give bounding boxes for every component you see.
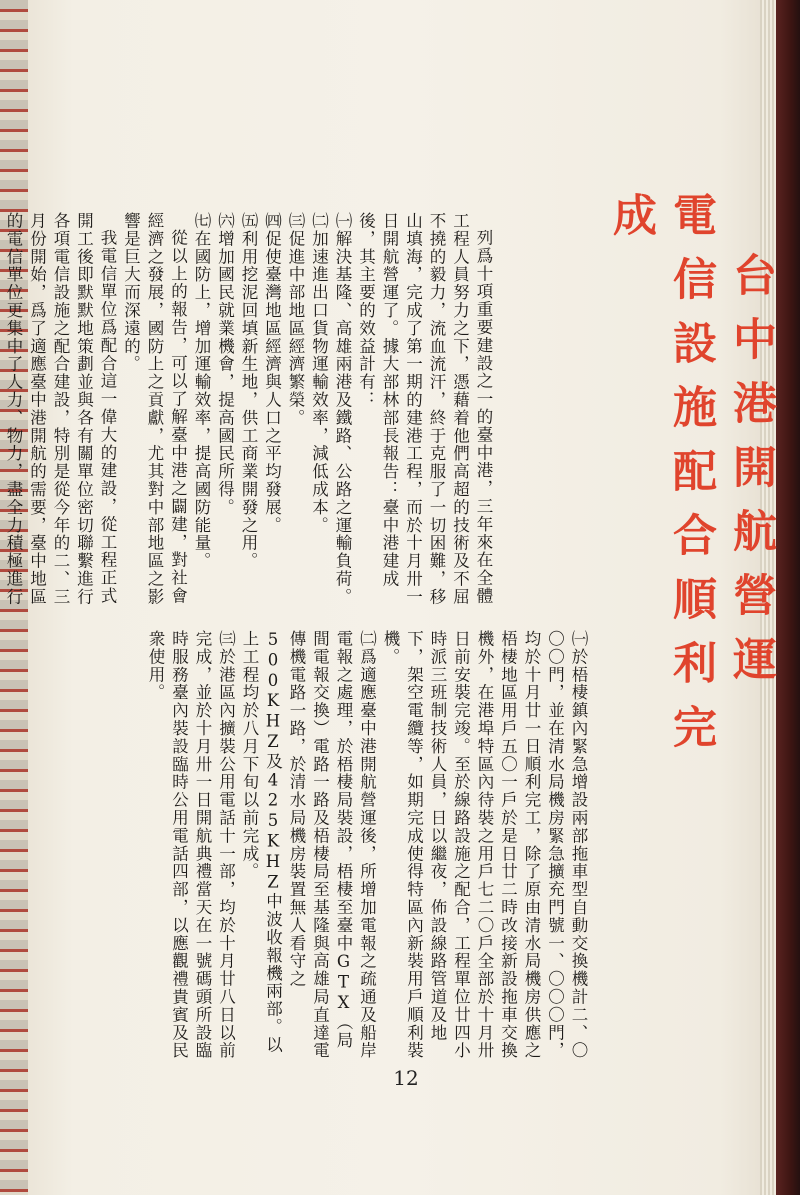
lower-text-block: [100, 630, 590, 1062]
intro-paragraph: 列爲十項重要建設之一的臺中港，三年來在全體工程人員努力之下，憑藉着他們高超的技術及不屈不撓的毅力，流血流汗，終于克服了一切困難，移山填海，完成了第一期的建港工程，而於十月卅一日開航營運了。據大部林部長報告：臺中港建成後，其主要的效益計有：: [356, 212, 493, 606]
article-title: [600, 192, 780, 812]
work-item: ㈢於港區內擴裝公用電話十一部，均於十月廿八日以前完成，並於十月卅一日開航典禮當天在一號碼頭所設臨時服務臺內裝設臨時公用電話四部，以應觀禮貴賓及民衆使用。: [146, 630, 236, 1060]
benefit-item: ㈣促使臺灣地區經濟與人口之平均發展。: [262, 212, 282, 535]
benefit-item: ㈥增加國民就業機會，提高國民所得。: [215, 212, 235, 517]
upper-text-block: [4, 212, 495, 614]
telecom-paragraph: 我電信單位爲配合這一偉大的建設，從工程正式開工後即默默地策劃並與各有關單位密切聯繫進行各項電信設施之配合建設，特別是從今年的二、三月份開始，爲了適應臺中港開航的需要，臺中地區的電信單位更集中了人力、物力，盡全力積極進行: [4, 212, 117, 606]
title-line-2: 電信設施配合順利完成: [605, 192, 716, 768]
title-line-1: 台中港開航營運: [725, 252, 776, 700]
benefit-item: ㈡加速進出口貨物運輸效率，減低成本。: [309, 212, 329, 535]
benefit-item: ㈦在國防上，增加運輸效率，提高國防能量。: [192, 212, 211, 570]
work-item: ㈡爲適應臺中港開航營運後，所增加電報之疏通及船岸電報之處理，於梧棲局裝設，梧棲至臺中GTX（局間電報交換）電路一路及梧棲局至基隆與高雄局直達電傳機電路一路，於清水局機房裝置無人看守之500KHZ及425KHZ中波收報機兩部。以上工程均於八月下旬以前完成。: [240, 630, 377, 1060]
work-item: ㈠於梧棲鎮內緊急增設兩部拖車型自動交換機計二、〇〇〇門，並在清水局機房緊急擴充門號一、〇〇〇門，均於十月廿一日順利完工，除了原由清水局機房供應之梧棲地區用戶五〇一戶於是日廿二時改接新設拖車交換機外，在港埠特區內待裝之用戶七二〇戶全部於十月卅日前安裝完竣。至於線路設施之配合，工程單位廿四小時派三班制技術人員，日以繼夜，佈設線路管道及地下，架空電纜等，如期完成使得特區內新裝用戶順利裝機。: [381, 630, 588, 1060]
benefit-item: ㈢促進中部地區經濟繁榮。: [286, 212, 305, 427]
benefit-item: ㈤利用挖泥回填新生地，供工商業開發之用。: [239, 212, 258, 570]
benefit-item: ㈠解決基隆、高雄兩港及鐵路、公路之運輸負荷。: [333, 212, 352, 606]
page-number: 12: [393, 1066, 419, 1090]
summary-paragraph: 從以上的報告，可以了解臺中港之闢建，對社會經濟之發展，國防上之貢獻，尤其對中部地區之影響是巨大而深遠的。: [121, 212, 188, 606]
benefits-list: [190, 212, 355, 614]
